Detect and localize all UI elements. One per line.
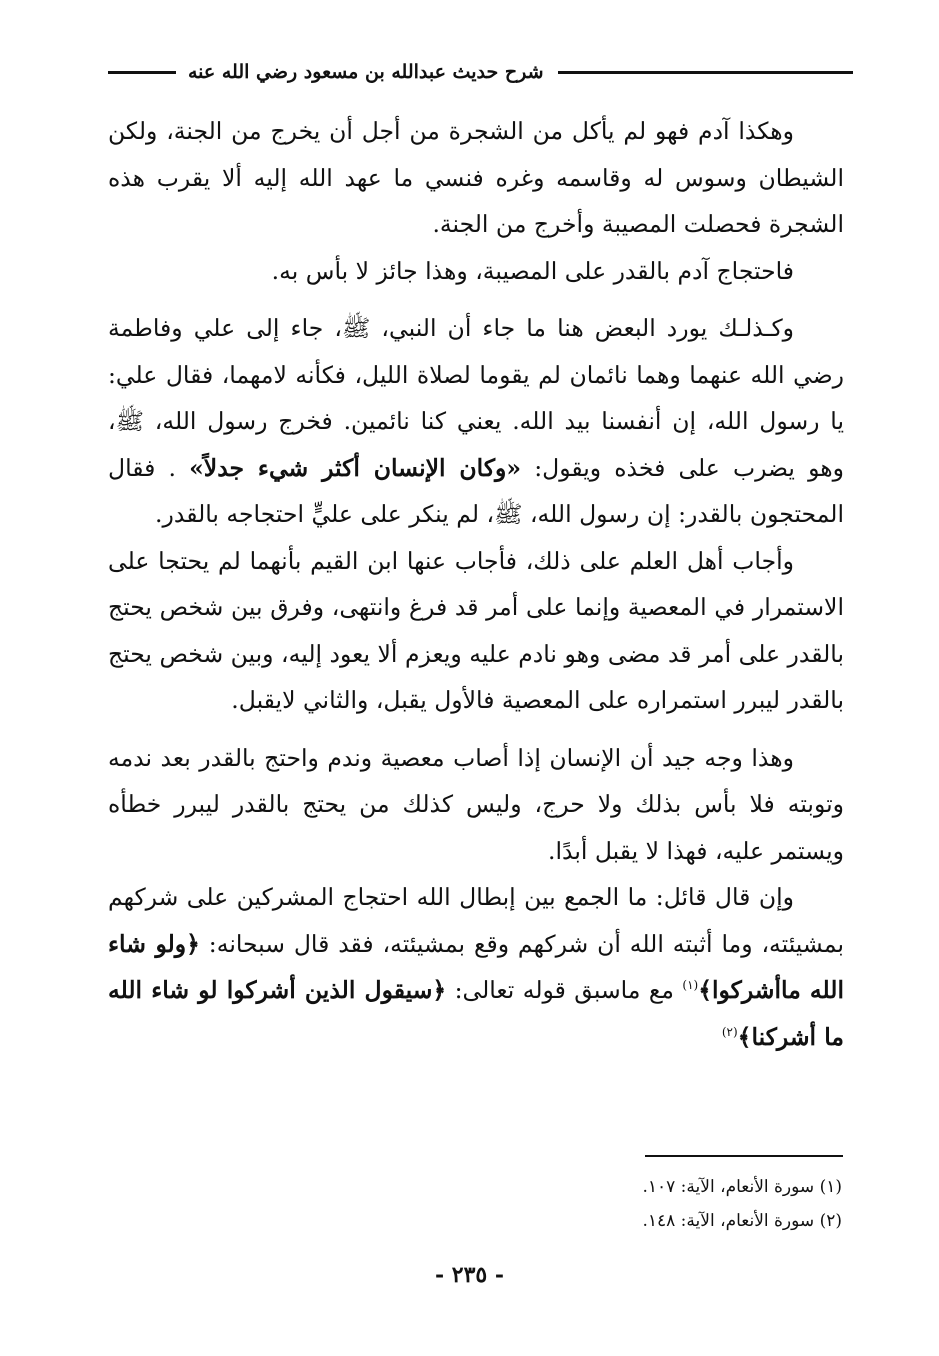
quran-quote: «وكان الإنسان أكثر شيء جدلاً» — [189, 453, 522, 482]
running-header — [108, 52, 853, 92]
page-number: - ٢٣٥ - — [434, 1262, 505, 1288]
paragraph-question-text-mid: مع ماسبق قوله تعالى: — [446, 976, 683, 1004]
header-rule-right — [558, 71, 854, 74]
paragraph-adam: وهكذا آدم فهو لم يأكل من الشجرة من أجل أن يخرج من الجنة، ولكن الشيطان وسوس له وقاسمه وغره فنسي ما عهد الله إليه ألا يقرب هذه الشجرة فحصلت المصيبة وأخرج من الجنة. — [108, 117, 844, 238]
header-rule-left — [108, 71, 176, 74]
footnote-1: (١) سورة الأنعام، الآية: ١٠٧. — [642, 1177, 842, 1197]
footnote-divider — [645, 1155, 843, 1157]
paragraph-question-text: وإن قال قائل: ما الجمع بين إبطال الله احتجاج المشركين على شركهم بمشيئته، وما أثبته الله أن شركهم وقع بمشيئته، فقد قال سبحانه: — [108, 883, 844, 958]
header-title: شرح حديث عبدالله بن مسعود رضي الله عنه — [188, 61, 544, 83]
paragraph-ibn-qayyim: وأجاب أهل العلم على ذلك، فأجاب عنها ابن القيم بأنهما لم يحتجا على الاستمرار في المعصية وإنما على أمر قد فرغ وانتهى، وفرق بين شخص يحتج بالقدر على أمر قد مضى وهو نادم عليه ويعزم ألا يعود إليه، وبين شخص يحتج بالقدر ليبرر استمراره على المعصية فالأول يقبل، والثاني لايقبل. — [108, 546, 844, 714]
footnote-2: (٢) سورة الأنعام، الآية: ١٤٨. — [642, 1211, 842, 1231]
paragraph-ali-fatima-text: وكـذلـك يورد البعض هنا ما جاء أن النبي، ﷺ، جاء إلى علي وفاطمة رضي الله عنهما وهما نائمان لم يقوما لصلاة الليل، فكأنه لامهما، فقال علي: يا رسول الله، إن أنفسنا بيد الله. يعني كنا نائمين. فخرج رسول الله، ﷺ، وهو يضرب على فخذه ويقول: — [108, 314, 844, 482]
paragraph-ali-fatima — [108, 305, 844, 538]
footnote-ref-1: (١) — [682, 978, 699, 993]
footnote-ref-2: (٢) — [721, 1024, 738, 1039]
quran-verse-2: ﴿سيقول الذين أشركوا لو شاء الله ما أشركنا﴾ — [108, 976, 844, 1051]
paragraph-repentance: وهذا وجه جيد أن الإنسان إذا أصاب معصية وندم واحتج بالقدر بعد ندمه وتوبته فلا بأس بذلك ولا حرج، وليس كذلك من يحتج بالقدر ليبرر خطأه ويستمر عليه، فهذا لا يقبل أبدًا. — [108, 743, 844, 865]
footnotes — [202, 1170, 842, 1238]
quran-verse-1: ﴿ولو شاء الله ماأشركوا﴾ — [108, 929, 844, 1004]
body-text — [108, 108, 844, 1060]
paragraph-adam-conclusion: فاحتجاج آدم بالقدر على المصيبة، وهذا جائز لا بأس به. — [271, 256, 794, 285]
paragraph-ali-fatima-text-end: . فقال المحتجون بالقدر: إن رسول الله، ﷺ، لم ينكر على عليٍّ احتجاجه بالقدر. — [108, 453, 844, 528]
paragraph-question — [108, 874, 844, 1060]
